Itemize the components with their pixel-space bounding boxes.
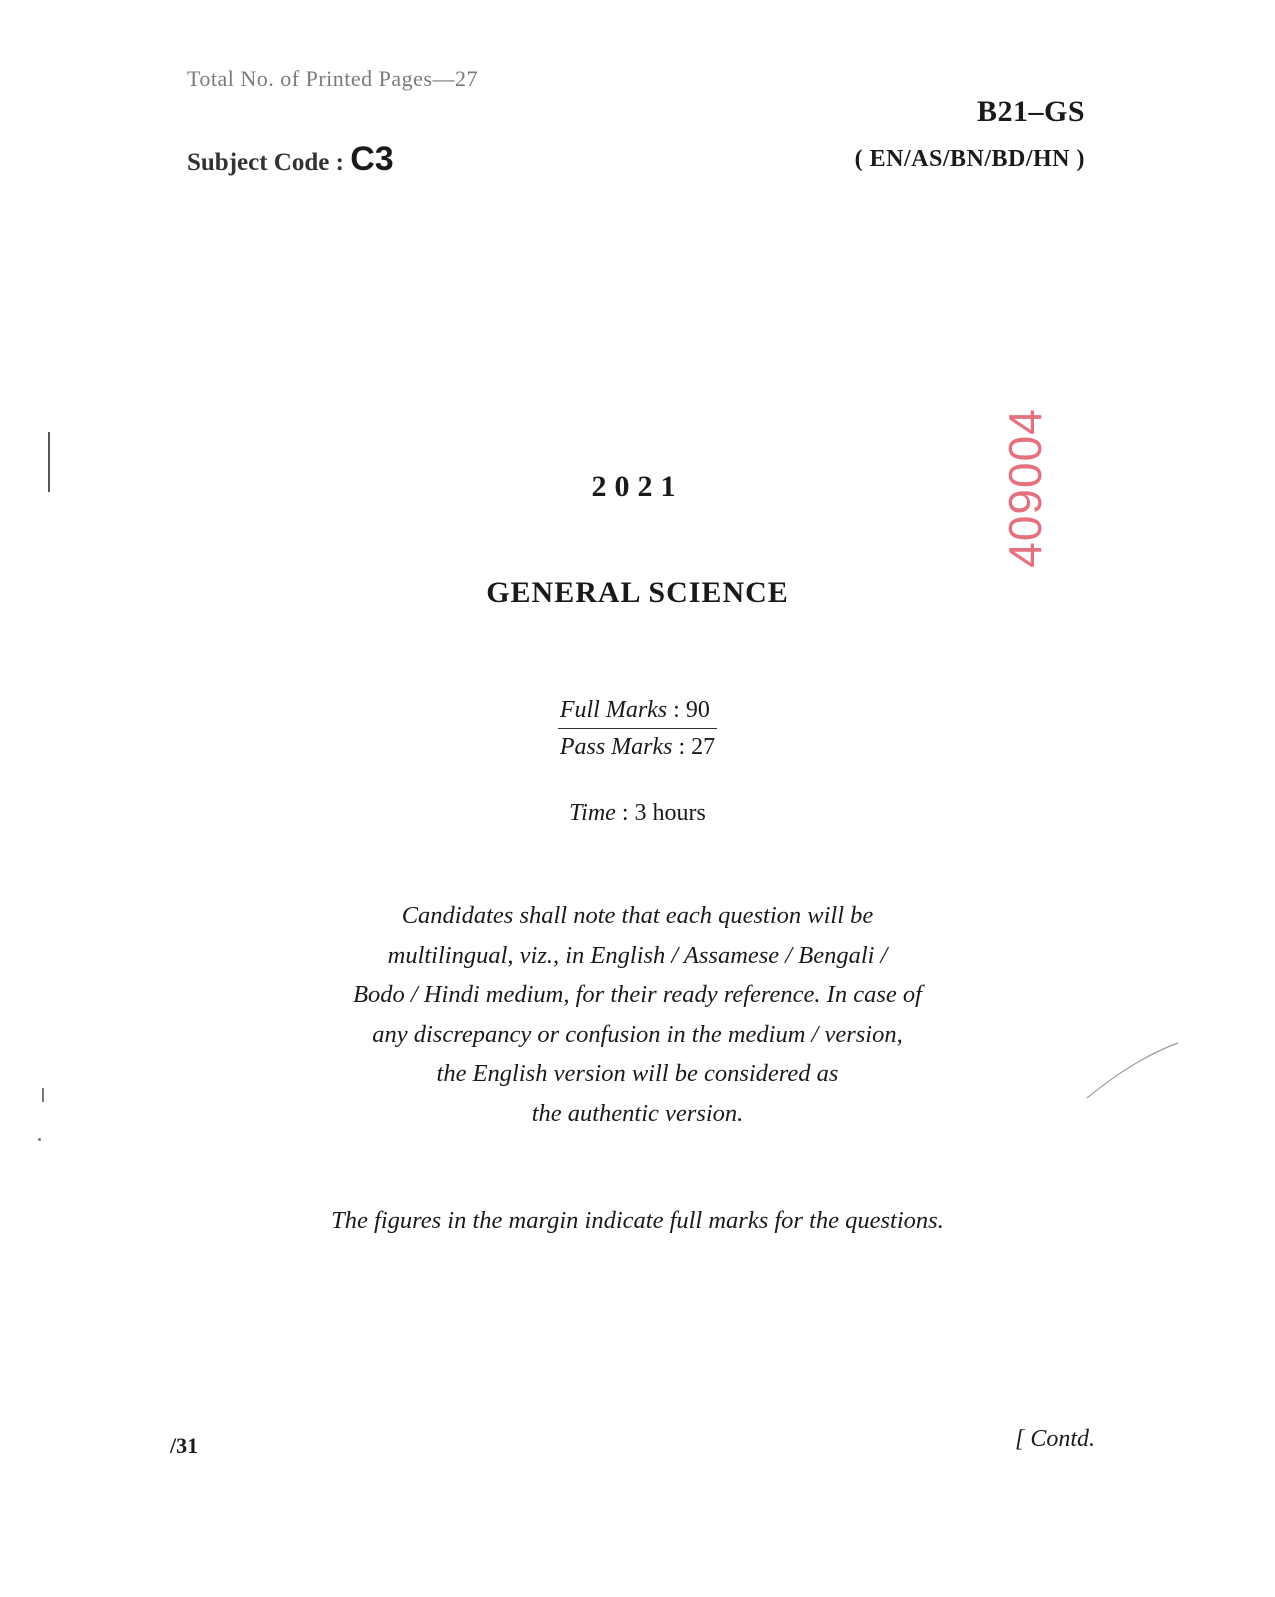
note-line: any discrepancy or confusion in the medium / version, <box>372 1020 903 1048</box>
pass-marks-label: Pass Marks <box>559 734 673 760</box>
pencil-stroke-mark <box>1085 1040 1180 1100</box>
printed-pages-count: Total No. of Printed Pages—27 <box>187 66 478 91</box>
continued-marker: [ Contd. <box>1014 1426 1095 1452</box>
serial-number-text: 409004 <box>999 408 1051 568</box>
note-line: Candidates shall note that each question will be <box>401 902 874 929</box>
media-codes: ( EN/AS/BN/BD/HN ) <box>854 146 1085 172</box>
multilingual-note <box>240 896 1035 1133</box>
note-line: multilingual, viz., in English / Assamese / Bengali / <box>387 941 888 969</box>
scan-artifact-line <box>48 432 50 492</box>
margin-marks-note: The figures in the margin indicate full marks for the questions. <box>331 1207 944 1234</box>
note-line: the English version will be considered as <box>436 1060 839 1087</box>
exam-title: GENERAL SCIENCE <box>486 576 789 609</box>
pass-marks-value: : 27 <box>678 734 716 760</box>
note-line: the authentic version. <box>531 1099 744 1127</box>
full-marks-label: Full Marks <box>559 697 668 723</box>
scan-artifact-dot <box>38 1138 41 1141</box>
full-marks <box>558 692 717 729</box>
full-marks-value: : 90 <box>673 697 710 723</box>
paper-code: B21–GS <box>976 95 1085 128</box>
exam-year: 2021 <box>591 470 684 503</box>
subject-code-value: C3 <box>350 140 394 178</box>
time-allowed <box>0 800 1275 827</box>
note-line: Bodo / Hindi medium, for their ready reference. In case of <box>353 981 922 1008</box>
time-label: Time <box>569 800 616 826</box>
time-value: : 3 hours <box>621 800 706 826</box>
marks-box <box>0 692 1275 765</box>
marks-inner <box>558 692 717 765</box>
subject-code-label: Subject Code : <box>187 149 344 176</box>
pass-marks <box>558 729 717 765</box>
subject-code <box>187 140 394 179</box>
scan-artifact-tick <box>42 1088 44 1102</box>
page-code: /31 <box>170 1433 199 1458</box>
